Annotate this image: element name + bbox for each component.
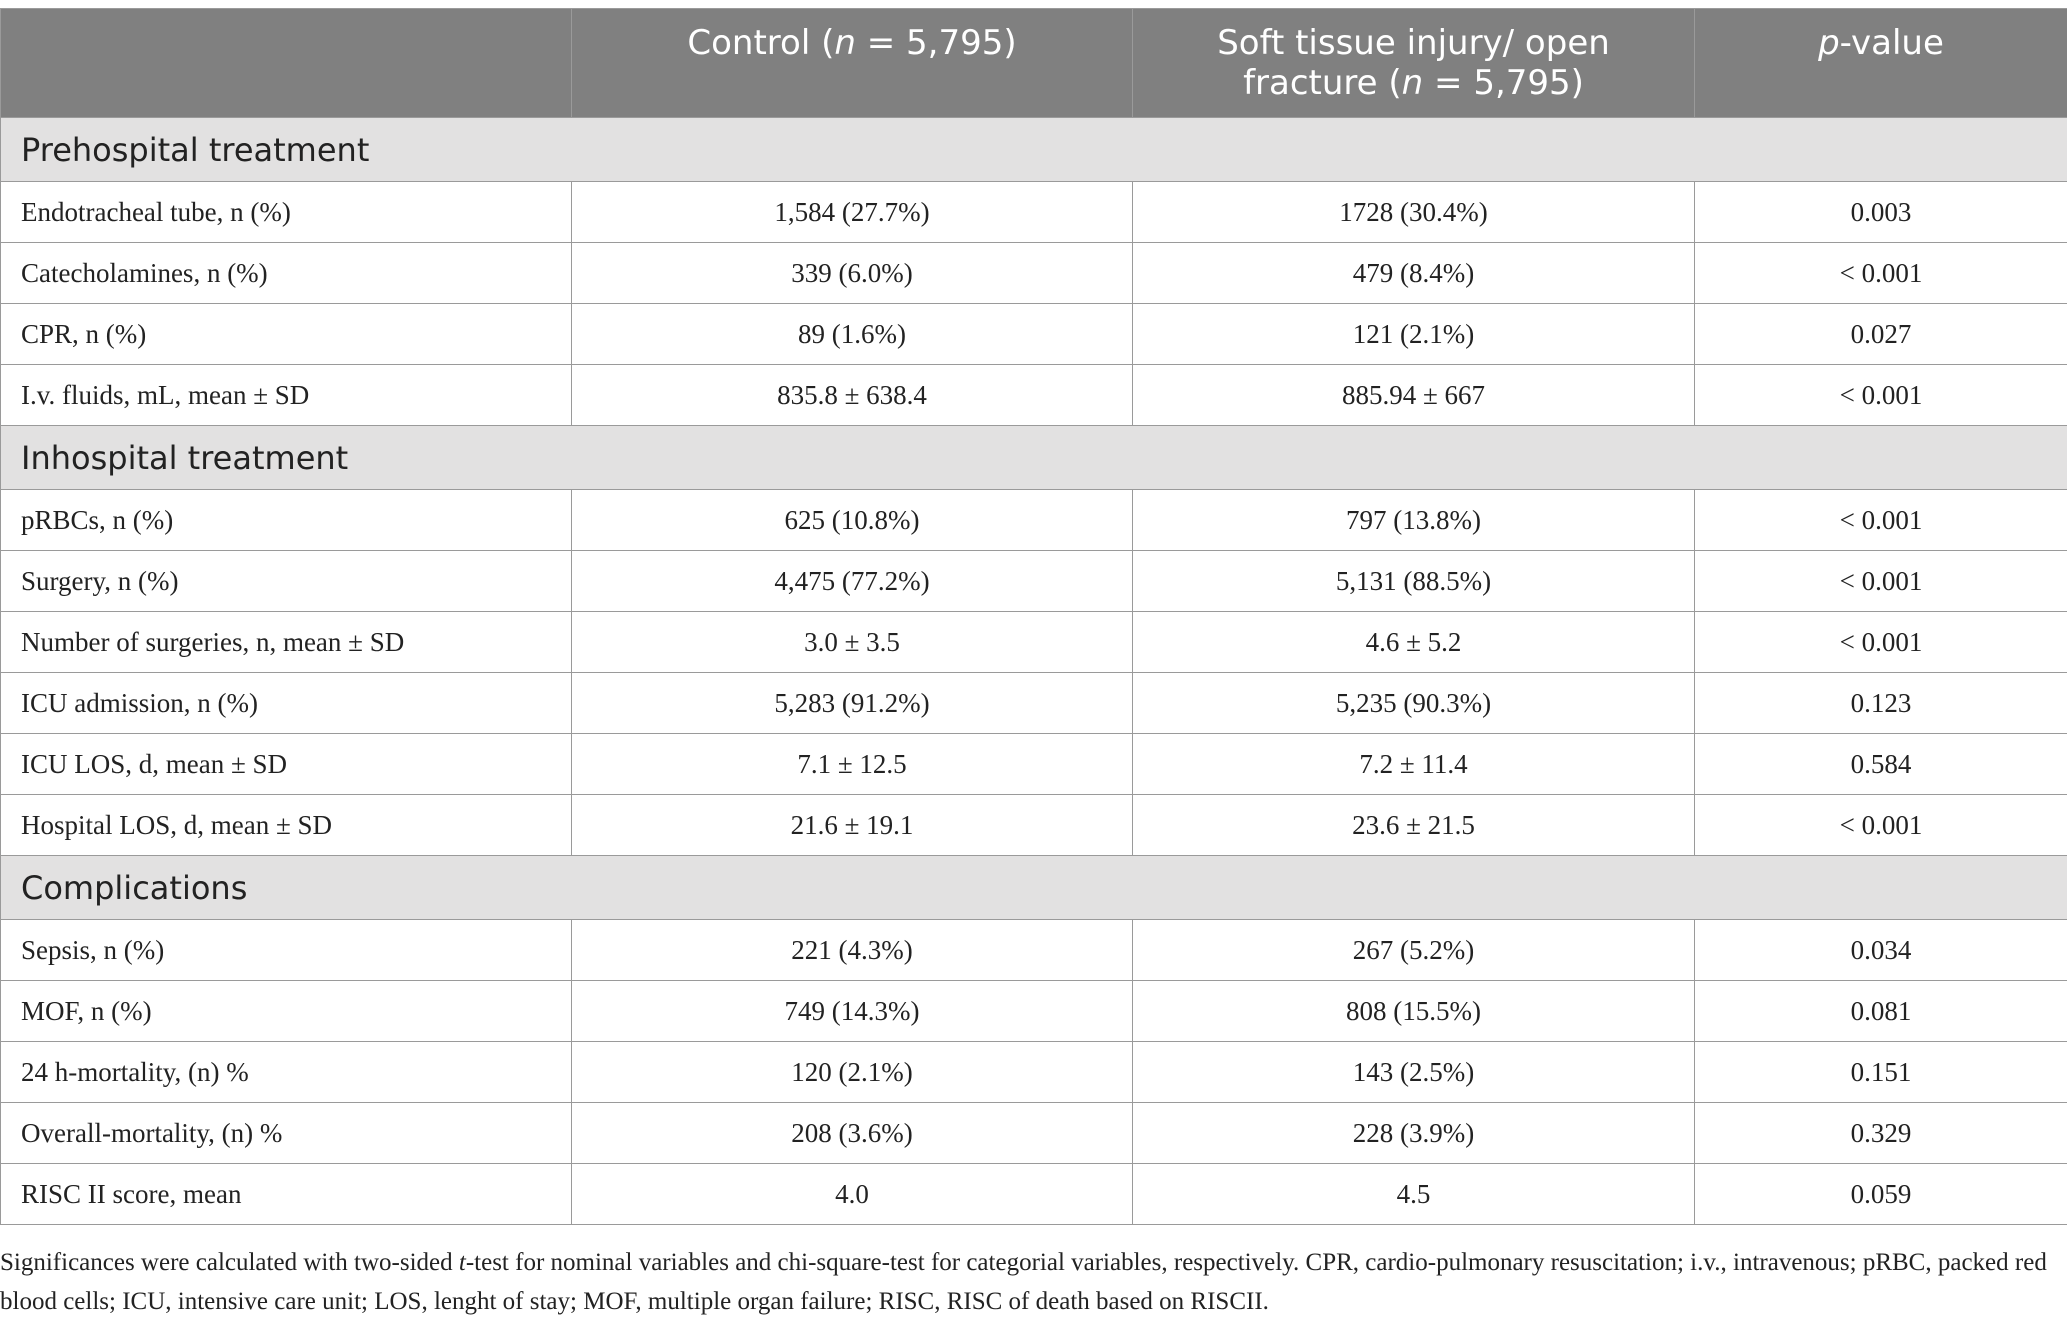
soft-tissue-value: 808 (15.5%) <box>1133 981 1695 1042</box>
soft-tissue-value: 1728 (30.4%) <box>1133 182 1695 243</box>
p-value: 0.329 <box>1695 1103 2067 1164</box>
table-body <box>1 118 2067 1225</box>
control-value: 89 (1.6%) <box>572 304 1133 365</box>
soft-tissue-value: 143 (2.5%) <box>1133 1042 1695 1103</box>
table-row <box>1 1103 2067 1164</box>
row-label: ICU admission, n (%) <box>1 673 572 734</box>
table-row <box>1 920 2067 981</box>
header-p-value <box>1695 9 2067 118</box>
soft-tissue-value: 885.94 ± 667 <box>1133 365 1695 426</box>
table-row <box>1 981 2067 1042</box>
control-value: 749 (14.3%) <box>572 981 1133 1042</box>
section-header-row <box>1 118 2067 182</box>
soft-tissue-value: 121 (2.1%) <box>1133 304 1695 365</box>
table-row <box>1 1164 2067 1225</box>
soft-tissue-value: 479 (8.4%) <box>1133 243 1695 304</box>
p-value: 0.059 <box>1695 1164 2067 1225</box>
results-table <box>0 8 2067 1225</box>
header-control-text: Control ( <box>687 23 835 63</box>
table-row <box>1 795 2067 856</box>
header-p-rest: -value <box>1839 23 1944 63</box>
control-value: 3.0 ± 3.5 <box>572 612 1133 673</box>
p-value: < 0.001 <box>1695 243 2067 304</box>
soft-tissue-value: 5,235 (90.3%) <box>1133 673 1695 734</box>
p-value: 0.027 <box>1695 304 2067 365</box>
row-label: Endotracheal tube, n (%) <box>1 182 572 243</box>
row-label: Sepsis, n (%) <box>1 920 572 981</box>
row-label: Surgery, n (%) <box>1 551 572 612</box>
section-title: Inhospital treatment <box>1 426 2067 490</box>
p-value: 0.123 <box>1695 673 2067 734</box>
soft-tissue-value: 228 (3.9%) <box>1133 1103 1695 1164</box>
header-p-italic: p <box>1818 23 1840 63</box>
table-row <box>1 1042 2067 1103</box>
row-label: Hospital LOS, d, mean ± SD <box>1 795 572 856</box>
soft-tissue-value: 4.6 ± 5.2 <box>1133 612 1695 673</box>
section-title: Complications <box>1 856 2067 920</box>
p-value: 0.081 <box>1695 981 2067 1042</box>
header-soft-text: Soft tissue injury/ open fracture ( <box>1217 23 1610 103</box>
control-value: 21.6 ± 19.1 <box>572 795 1133 856</box>
footnote-t-italic: t <box>458 1249 466 1276</box>
table-footnote <box>0 1243 2067 1321</box>
control-value: 221 (4.3%) <box>572 920 1133 981</box>
p-value: < 0.001 <box>1695 490 2067 551</box>
control-value: 5,283 (91.2%) <box>572 673 1133 734</box>
p-value: < 0.001 <box>1695 365 2067 426</box>
p-value: 0.003 <box>1695 182 2067 243</box>
header-control-count: = 5,795) <box>855 23 1017 63</box>
section-header-row <box>1 856 2067 920</box>
control-value: 120 (2.1%) <box>572 1042 1133 1103</box>
header-row <box>1 9 2067 118</box>
table-row <box>1 734 2067 795</box>
table-row <box>1 551 2067 612</box>
section-title: Prehospital treatment <box>1 118 2067 182</box>
row-label: Number of surgeries, n, mean ± SD <box>1 612 572 673</box>
p-value: < 0.001 <box>1695 795 2067 856</box>
section-header-row <box>1 426 2067 490</box>
row-label: pRBCs, n (%) <box>1 490 572 551</box>
row-label: 24 h-mortality, (n) % <box>1 1042 572 1103</box>
p-value: < 0.001 <box>1695 551 2067 612</box>
row-label: RISC II score, mean <box>1 1164 572 1225</box>
row-label: Catecholamines, n (%) <box>1 243 572 304</box>
header-control-n: n <box>834 23 856 63</box>
control-value: 4.0 <box>572 1164 1133 1225</box>
soft-tissue-value: 797 (13.8%) <box>1133 490 1695 551</box>
footnote-text-2: -test for nominal variables and chi-square-test for categorial variables, respectively. CPR, cardio-pulmonary resuscitation; i.v., intravenous; pRBC, packed red blood cells; ICU, intensive care unit; LOS, lenght of stay; MOF, multiple organ failure; RISC, RISC of death based on RISCII. <box>0 1249 2047 1315</box>
control-value: 208 (3.6%) <box>572 1103 1133 1164</box>
p-value: 0.151 <box>1695 1042 2067 1103</box>
table-row <box>1 673 2067 734</box>
p-value: < 0.001 <box>1695 612 2067 673</box>
soft-tissue-value: 7.2 ± 11.4 <box>1133 734 1695 795</box>
control-value: 339 (6.0%) <box>572 243 1133 304</box>
control-value: 835.8 ± 638.4 <box>572 365 1133 426</box>
row-label: CPR, n (%) <box>1 304 572 365</box>
table-row <box>1 243 2067 304</box>
control-value: 625 (10.8%) <box>572 490 1133 551</box>
row-label: Overall-mortality, (n) % <box>1 1103 572 1164</box>
header-soft-n: n <box>1401 63 1424 103</box>
header-control <box>572 9 1133 118</box>
control-value: 4,475 (77.2%) <box>572 551 1133 612</box>
table-row <box>1 304 2067 365</box>
header-blank <box>1 9 572 118</box>
table-row <box>1 365 2067 426</box>
soft-tissue-value: 23.6 ± 21.5 <box>1133 795 1695 856</box>
p-value: 0.584 <box>1695 734 2067 795</box>
footnote-text-1: Significances were calculated with two-sided <box>0 1249 459 1276</box>
soft-tissue-value: 4.5 <box>1133 1164 1695 1225</box>
row-label: ICU LOS, d, mean ± SD <box>1 734 572 795</box>
header-soft-count: = 5,795) <box>1423 63 1584 103</box>
table-row <box>1 182 2067 243</box>
table-row <box>1 490 2067 551</box>
soft-tissue-value: 5,131 (88.5%) <box>1133 551 1695 612</box>
table-row <box>1 612 2067 673</box>
soft-tissue-value: 267 (5.2%) <box>1133 920 1695 981</box>
control-value: 7.1 ± 12.5 <box>572 734 1133 795</box>
row-label: I.v. fluids, mL, mean ± SD <box>1 365 572 426</box>
row-label: MOF, n (%) <box>1 981 572 1042</box>
p-value: 0.034 <box>1695 920 2067 981</box>
header-soft-tissue <box>1133 9 1695 118</box>
results-table-container <box>0 8 2067 1225</box>
control-value: 1,584 (27.7%) <box>572 182 1133 243</box>
